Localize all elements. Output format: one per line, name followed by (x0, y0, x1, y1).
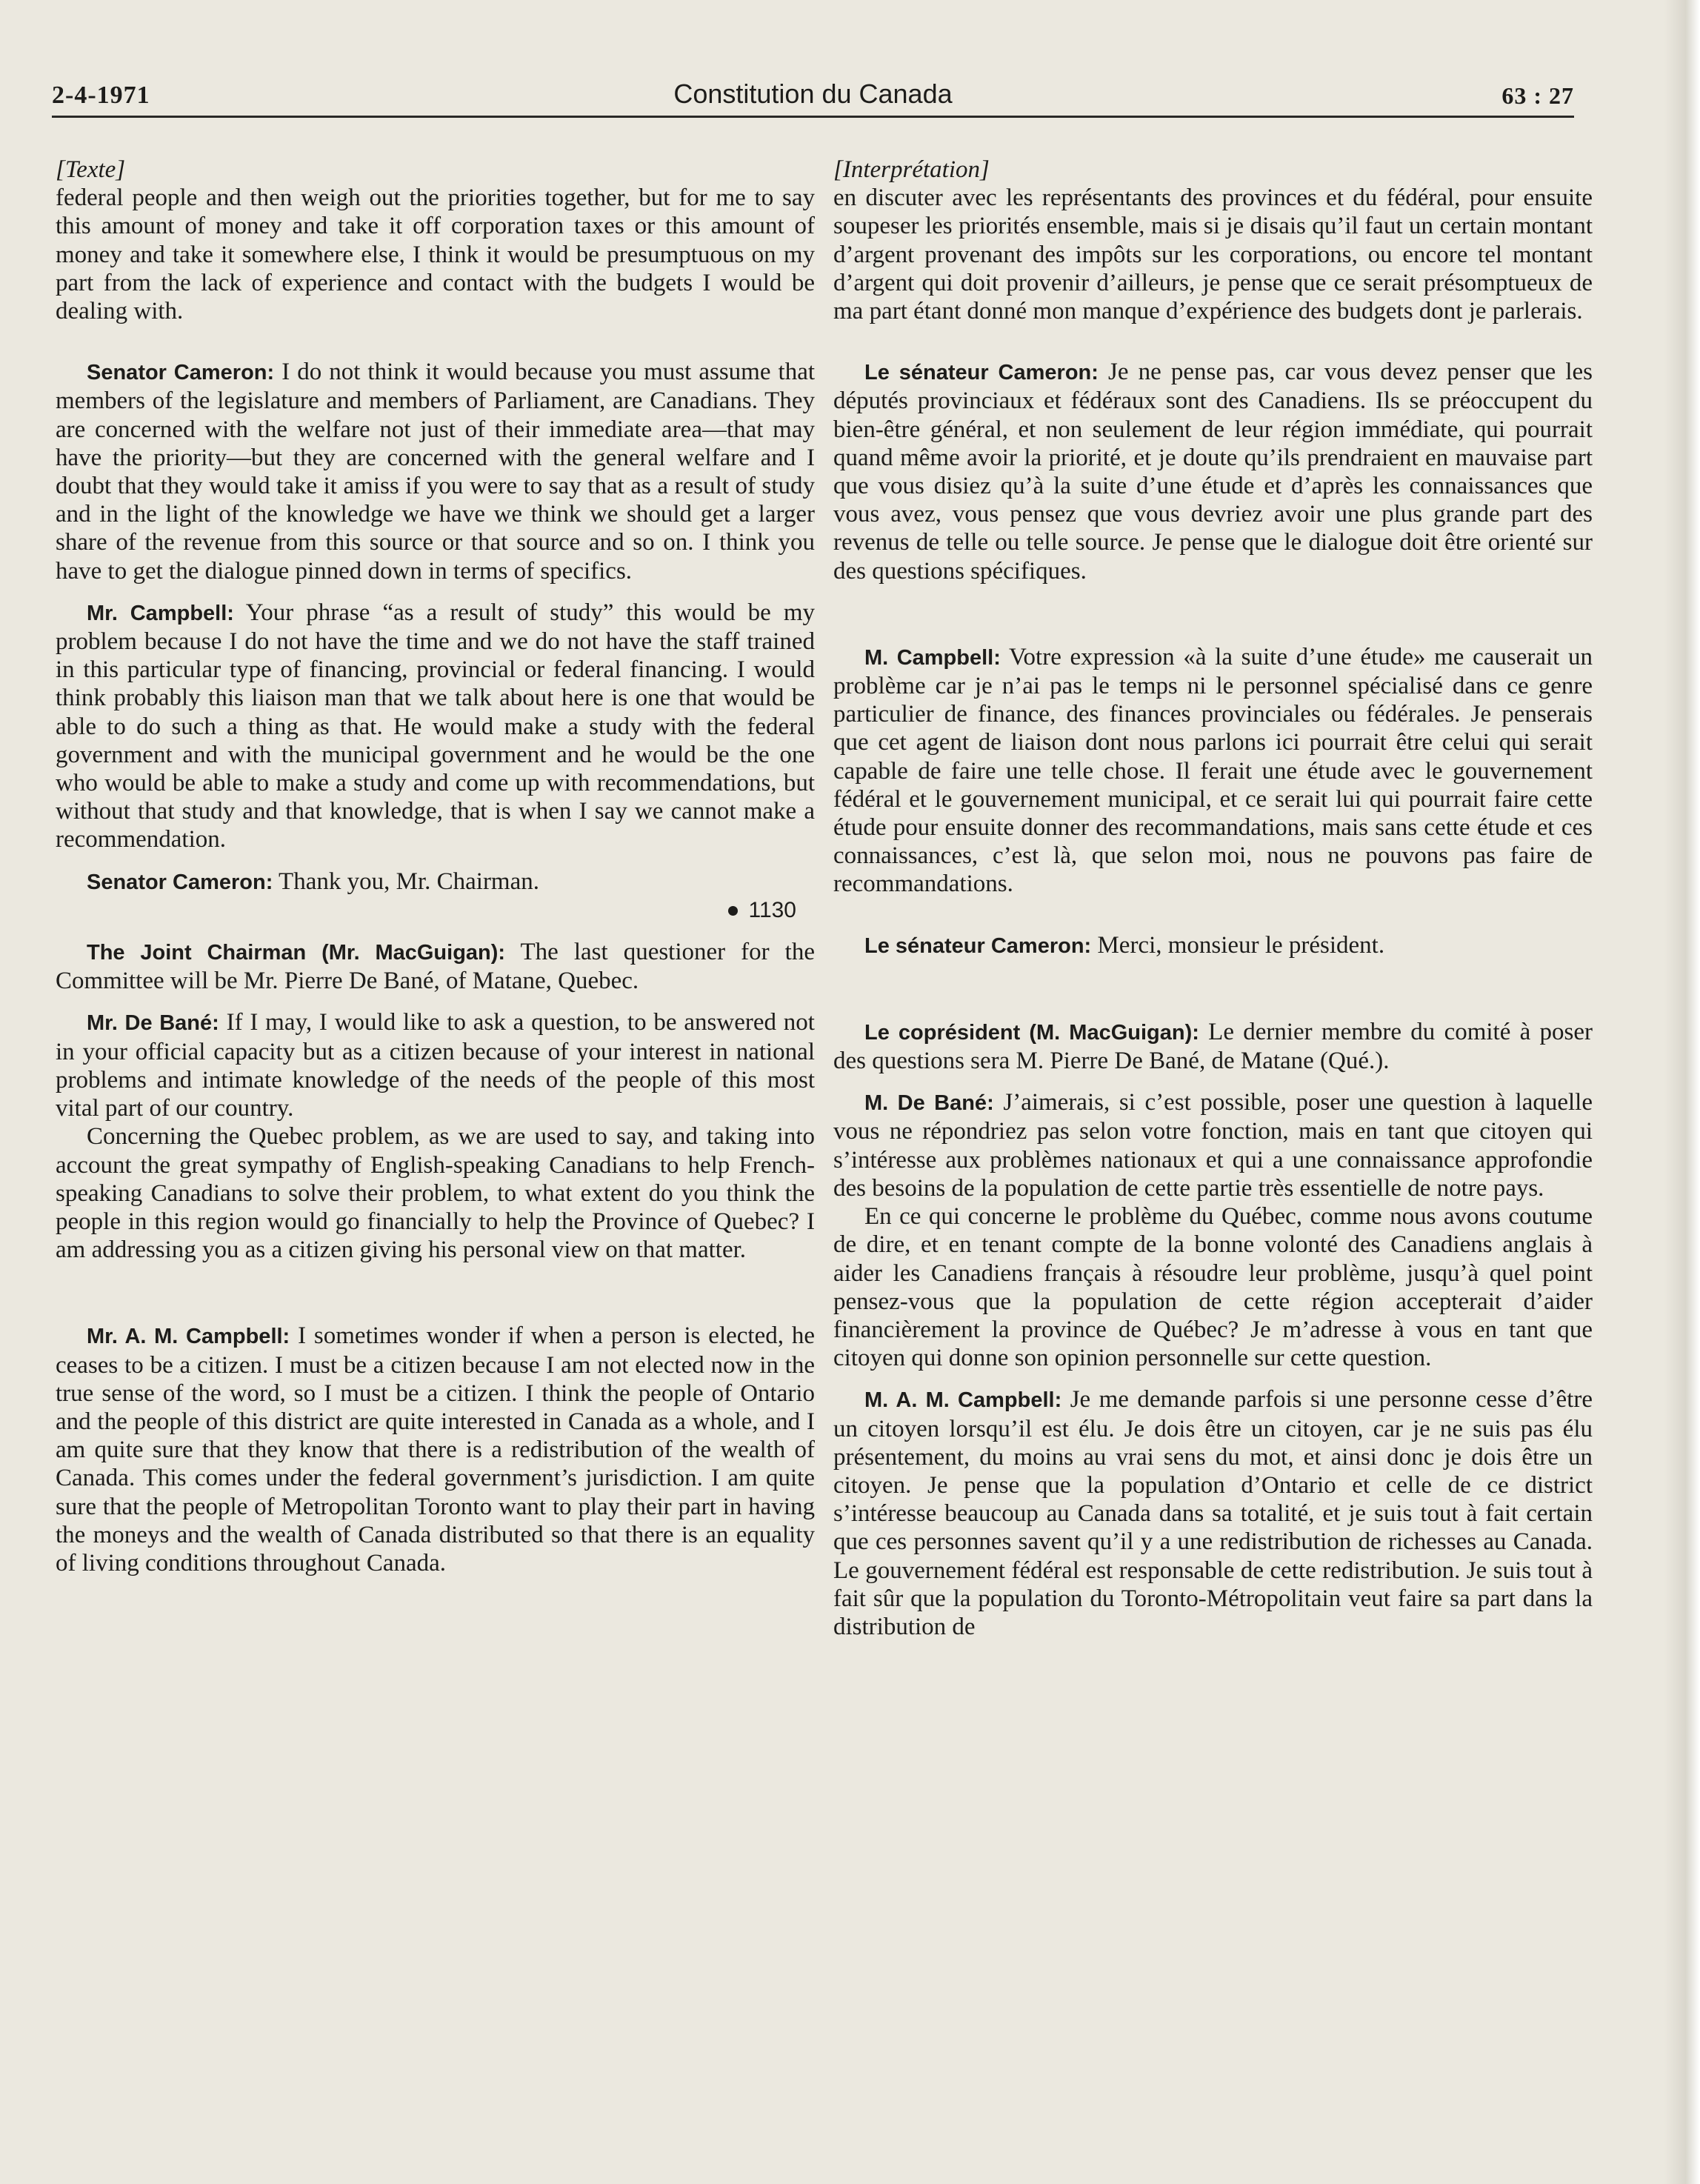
speech-paragraph (833, 931, 1593, 960)
speech-text: Je ne pense pas, car vous devez penser que les députés provinciaux et fédéraux sont des Canadiens. Ils se préoccupent du bien-être général, et non seulement de leur région immédiate, qui pourrait quand même avoir la priorité, et je doute qu’ils prendraient en mauvaise part que vous disiez qu’à la suite d’une étude et d’après les connaissances que vous avez, vous pensez que vous devriez avoir une plus grande part des revenus de telle ou telle source. Je pense que le dialogue doit être orienté sur des questions spécifiques. (833, 359, 1593, 585)
speech-text: J’aimerais, si c’est possible, poser une question à laquelle vous ne répondriez pas selon votre fonction, mais en tant que citoyen qui s’intéresse aux problèmes nationaux et qui a une connaissance approfondie des besoins de la population de cette partie très essentielle de notre pays. (833, 1089, 1593, 1202)
speech-paragraph (56, 599, 815, 854)
bullet-icon (728, 906, 738, 916)
time-marker-text: 1130 (748, 897, 796, 922)
paragraph: en discuter avec les représentants des provinces et du fédéral, pour ensuite soupeser les priorités ensemble, mais si je disais qu’il faut un certain montant d’argent provenant des impôts sur les corporations, ou encore tel montant d’argent qui doit provenir d’ailleurs, je pense que ce serait présomptueux de ma part étant donné mon manque d’expérience des budgets dont je parlerais. (833, 184, 1593, 325)
speech-text: Votre expression «à la suite d’une étude» me causerait un problème car je n’ai pas le temps ni le personnel spécialisé dans ce genre particulier de finance, des finances provinciales ou fédérales. Je penserais que cet agent de liaison dont nous parlons ici pourrait être celui qui serait capable de faire une telle chose. Il ferait une étude avec le gouvernement fédéral et le gouvernement municipal, et ce serait lui qui pourrait faire cette étude pour ensuite donner des recommandations, mais sans cette étude et ces connaissances, c’est là, que selon moi, nous ne pouvons pas faire de recommandations. (833, 643, 1593, 898)
paragraph: En ce qui concerne le problème du Québec, comme nous avons coutume de dire, et en tenant compte de la bonne volonté des Canadiens anglais à aider les Canadiens français à résoudre leur problème, jusqu’à quel point pensez-vous que la population de cette région accepterait d’aider financièrement la province de Québec? Je m’adresse à vous en tant que citoyen qui donne son opinion personnelle sur cette question. (833, 1203, 1593, 1372)
speech-text: Thank you, Mr. Chairman. (279, 868, 539, 895)
language-tag: [Interprétation] (833, 156, 990, 183)
speaker-name: M. A. M. Campbell: (864, 1388, 1062, 1413)
page-edge-shadow (1664, 0, 1700, 2184)
speaker-name: Le sénateur Cameron: (864, 361, 1099, 385)
speech-paragraph (833, 1018, 1593, 1075)
speech-text: Merci, monsieur le président. (1097, 931, 1385, 959)
speech-paragraph (56, 358, 815, 585)
speaker-name: Le sénateur Cameron: (864, 933, 1092, 958)
speech-text: I sometimes wonder if when a person is elected, he ceases to be a citizen. I must be a citizen because I am not elected now in the true sense of the word, so I must be a citizen. I think the people of Ontario and the people of this district are quite interested in Canada as a whole, and I am quite sure that they know that there is a redistribution of the wealth of Canada. This comes under the federal government’s jurisdiction. I am quite sure that the people of Metropolitan Toronto want to play their part in having the moneys and the wealth of Canada distributed so that there is an equality of living conditions throughout Canada. (56, 1322, 815, 1577)
speaker-name: Mr. A. M. Campbell: (87, 1325, 290, 1349)
paragraph: Concerning the Quebec problem, as we are used to say, and taking into account the great sympathy of English-speaking Canadians to help French-speaking Canadians to solve their problem, to what extent do you think the people in this region would go financially to help the Province of Quebec? I am addressing you as a citizen giving his personal view on that matter. (56, 1123, 815, 1264)
speech-paragraph (833, 358, 1593, 585)
running-header (52, 68, 1574, 118)
speaker-name: M. De Bané: (864, 1091, 994, 1116)
header-date: 2-4-1971 (52, 81, 150, 109)
speech-paragraph (833, 643, 1593, 899)
language-tag: [Texte] (56, 156, 126, 183)
speaker-name: Le coprésident (M. MacGuigan): (864, 1020, 1199, 1045)
speaker-name: The Joint Chairman (Mr. MacGuigan): (87, 941, 506, 965)
speech-paragraph (833, 1088, 1593, 1202)
speech-text: If I may, I would like to ask a question, to be answered not in your official capacity but as a citizen because of your interest in national problems and intimate knowledge of the needs of the people of this most vital part of our country. (56, 1009, 815, 1122)
speech-text: Your phrase “as a result of study” this would be my problem because I do not have the time and we do not have the staff trained in this particular type of financing, provincial or federal financing. I would think probably this liaison man that we talk about here is one that would be able to do such a thing as that. He would make a study with the federal government and with the municipal government and he would be the one who would be able to make a study and come up with recommendations, but without that study and that knowledge, that is when I say we cannot make a recommendation. (56, 599, 815, 853)
speech-text: I do not think it would because you must assume that members of the legislature and members of Parliament, are Canadians. They are concerned with the welfare not just of their immediate area—that may have the priority—but they are concerned with the general welfare and I doubt that they would take it amiss if you were to say that as a result of study and in the light of the knowledge we have we think we should get a larger share of the revenue from this source or that source and so on. I think you have to get the dialogue pinned down in terms of specifics. (56, 359, 816, 585)
header-page-number: 63 : 27 (1501, 82, 1574, 109)
speech-paragraph (56, 938, 815, 995)
speech-text: Je me demande parfois si une personne cesse d’être un citoyen lorsqu’il est élu. Je dois être un citoyen, car je ne suis pas élu présentement, du moins au vrai sens du mot, et ainsi donc je dois être un citoyen. Je pense que la population d’Ontario et celle de ce district s’intéresse beaucoup au Canada dans sa totalité, et je suis tout à fait certain que ces personnes savent qu’il y a une redistribution de richesses au Canada. Le gouvernement fédéral est responsable de cette redistribution. Je suis tout à fait sûr que la population du Toronto-Métropolitain veut faire sa part dans la distribution de (833, 1386, 1593, 1640)
speech-paragraph (833, 1385, 1593, 1641)
speech-paragraph (56, 1008, 815, 1122)
speaker-name: Mr. De Bané: (87, 1011, 219, 1036)
speech-paragraph (56, 868, 815, 896)
speaker-name: Senator Cameron: (87, 870, 273, 894)
speech-text: Le dernier membre du comité à poser des questions sera M. Pierre De Bané, de Matane (Qué.). (833, 1018, 1593, 1075)
speech-text: The last questioner for the Committee will be Mr. Pierre De Bané, of Matane, Quebec. (56, 939, 815, 995)
paragraph: federal people and then weigh out the priorities together, but for me to say this amount of money and take it off corporation taxes or this amount of money and take it somewhere else, I think it would be presumptuous on my part from the lack of experience and contact with the budgets I would be dealing with. (56, 184, 815, 325)
speaker-name: Senator Cameron: (87, 361, 275, 385)
time-marker (56, 896, 815, 925)
speaker-name: Mr. Campbell: (87, 601, 234, 625)
speech-paragraph (56, 1322, 815, 1577)
speaker-name: M. Campbell: (864, 645, 1001, 670)
english-column (56, 156, 815, 1577)
header-title: Constitution du Canada (673, 79, 953, 109)
french-column (833, 156, 1593, 1641)
